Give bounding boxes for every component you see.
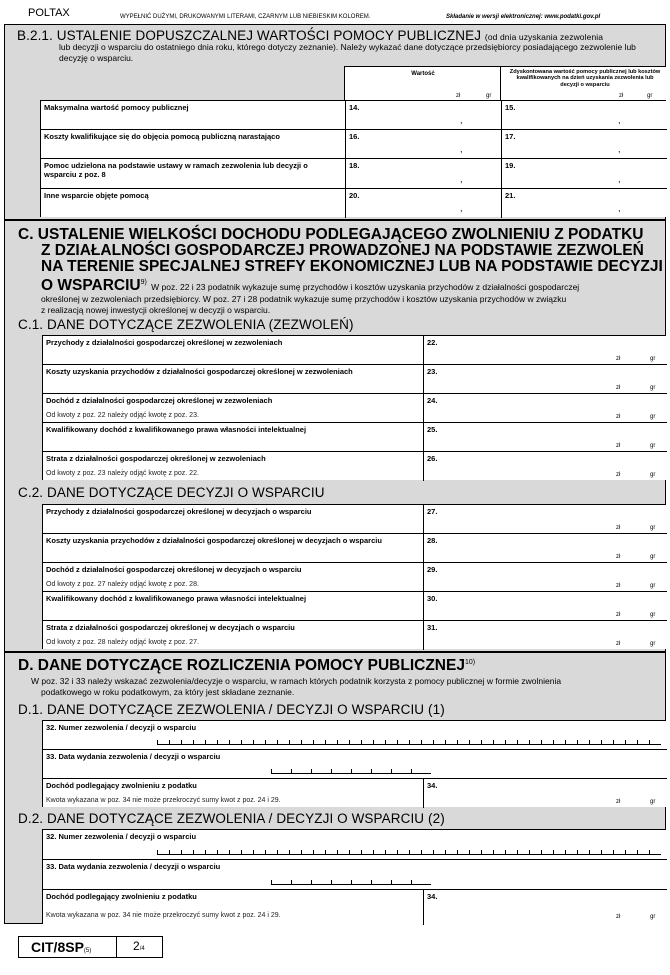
page-number: 2/4 xyxy=(116,937,162,957)
field-23[interactable]: 23. zł gr xyxy=(423,365,667,394)
table-row: Dochód podlegający zwolnieniu z podatku Kwota wykazana w poz. 34 nie może przekroczyć sumy kwot z poz. 24 i 29. 34. zł gr xyxy=(43,890,667,925)
section-d-description: W poz. 32 i 33 należy wskazać zezwolenia/decyzje o wsparciu, w ramach których podatnik korzysta z pomocy publicznej w formie zwolnienia podatkowego w roku podatkowym, za który jest składane zeznanie. xyxy=(31,676,562,697)
number-comb xyxy=(157,740,661,745)
eservice-note: Składanie w wersji elektronicznej: www.podatki.gov.pl xyxy=(446,14,601,20)
fill-instruction: WYPEŁNIĆ DUŻYMI, DRUKOWANYMI LITERAMI, CZARNYM LUB NIEBIESKIM KOLOREM. xyxy=(120,14,371,20)
section-c-title: C. USTALENIE WIELKOŚCI DOCHODU PODLEGAJĄCEGO ZWOLNIENIU Z PODATKU Z DZIAŁALNOŚCI GOSPODARCZEJ PROWADZONEJ NA PODSTAWIE ZEZWOLEŃ NA TERENIE SPECJALNEJ STREFY EKONOMICZNEJ LUB NA PODSTAWIE DECYZJI O WSPARCIU$^{9)}$ W poz. 22 i 23 podatnik wykazuje sumę przychodów i kosztów uzyskania przychodów z działalności gospodarczej xyxy=(18,226,663,295)
field-34[interactable]: 34. zł gr xyxy=(423,779,667,808)
table-row: Strata z działalności gospodarczej określonej w zezwoleniach Od kwoty z poz. 23 należy odjąć kwotę z poz. 22. 26. zł gr xyxy=(43,452,667,481)
table-row: Przychody z działalności gospodarczej określonej w zezwoleniach 22. zł gr xyxy=(43,336,667,365)
section-d1-title: D.1. DANE DOTYCZĄCE ZEZWOLENIA / DECYZJI O WSPARCIU (1) xyxy=(18,702,445,717)
section-d xyxy=(4,652,666,924)
form-code: CIT/8SP(5) xyxy=(31,939,92,955)
field-22[interactable]: 22. zł gr xyxy=(423,336,667,365)
date-comb xyxy=(271,769,431,774)
field-26[interactable]: 26. zł gr xyxy=(423,452,667,481)
b21-row: Inne wsparcie objęte pomocą 20. , 21. , xyxy=(41,189,667,218)
field-15[interactable]: 15. , xyxy=(501,101,667,130)
field-32[interactable]: 32. Numer zezwolenia / decyzji o wsparciu xyxy=(43,721,667,750)
brand-label: POLTAX xyxy=(28,7,70,19)
field-31[interactable]: 31. zł gr xyxy=(423,621,667,650)
b21-row: Maksymalna wartość pomocy publicznej 14. , 15. , xyxy=(41,101,667,130)
c1-table xyxy=(42,335,666,480)
section-c xyxy=(4,220,666,652)
field-25[interactable]: 25. zł gr xyxy=(423,423,667,452)
date-comb xyxy=(271,880,431,885)
d2-table xyxy=(42,829,666,924)
field-17[interactable]: 17. , xyxy=(501,130,667,159)
field-24[interactable]: 24. zł gr xyxy=(423,394,667,423)
table-row: Kwalifikowany dochód z kwalifikowanego prawa własności intelektualnej 25. zł gr xyxy=(43,423,667,452)
table-row: Przychody z działalności gospodarczej określonej w decyzjach o wsparciu 27. zł gr xyxy=(43,505,667,534)
number-comb xyxy=(157,850,661,855)
col-header-value: Wartość zł gr xyxy=(344,66,500,100)
section-c1-title: C.1. DANE DOTYCZĄCE ZEZWOLENIA (ZEZWOLEŃ) xyxy=(18,317,354,332)
field-28[interactable]: 28. zł gr xyxy=(423,534,667,563)
table-row: Dochód podlegający zwolnieniu z podatku Kwota wykazana w poz. 34 nie może przekroczyć sumy kwot z poz. 24 i 29. 34. zł gr xyxy=(43,779,667,808)
d1-table xyxy=(42,720,666,807)
col-header-discounted: Zdyskontowana wartość pomocy publicznej lub kosztów kwalifikowanych na dzień uzyskania zezwolenia lub decyzji o wsparciu zł gr xyxy=(500,66,666,100)
field-32[interactable]: 32. Numer zezwolenia / decyzji o wsparciu xyxy=(43,830,667,860)
field-19[interactable]: 19. , xyxy=(501,159,667,189)
section-d-title: D. DANE DOTYCZĄCE ROZLICZENIA POMOCY PUBLICZNEJ$^{10)}$ xyxy=(18,657,476,674)
b21-table xyxy=(40,100,666,217)
b21-row: Pomoc udzielona na podstawie ustawy w ramach zezwolenia lub decyzji o wsparciu z poz. 8 18. , 19. , xyxy=(41,159,667,189)
field-33[interactable]: 33. Data wydania zezwolenia / decyzji o wsparciu xyxy=(43,860,667,890)
field-21[interactable]: 21. , xyxy=(501,189,667,218)
section-b21 xyxy=(4,24,666,220)
table-row: Kwalifikowany dochód z kwalifikowanego prawa własności intelektualnej 30. zł gr xyxy=(43,592,667,621)
section-c2-title: C.2. DANE DOTYCZĄCE DECYZJI O WSPARCIU xyxy=(18,485,325,500)
field-29[interactable]: 29. zł gr xyxy=(423,563,667,592)
field-16[interactable]: 16. , xyxy=(345,130,501,159)
table-row: Strata z działalności gospodarczej określonej w decyzjach o wsparciu Od kwoty z poz. 28 należy odjąć kwotę z poz. 27. 31. zł gr xyxy=(43,621,667,650)
table-row: Koszty uzyskania przychodów z działalności gospodarczej określonej w decyzjach o wsparciu 28. zł gr xyxy=(43,534,667,563)
section-b21-title: B.2.1. USTALENIE DOPUSZCZALNEJ WARTOŚCI POMOCY PUBLICZNEJ (od dnia uzyskania zezwolenia xyxy=(17,28,604,43)
field-27[interactable]: 27. zł gr xyxy=(423,505,667,534)
field-14[interactable]: 14. , xyxy=(345,101,501,130)
field-34[interactable]: 34. zł gr xyxy=(423,890,667,925)
section-d2-title: D.2. DANE DOTYCZĄCE ZEZWOLENIA / DECYZJI O WSPARCIU (2) xyxy=(18,811,445,826)
table-row: Dochód z działalności gospodarczej określonej w zezwoleniach Od kwoty z poz. 22 należy odjąć kwotę z poz. 23. 24. zł gr xyxy=(43,394,667,423)
page-header xyxy=(0,0,670,24)
field-30[interactable]: 30. zł gr xyxy=(423,592,667,621)
field-20[interactable]: 20. , xyxy=(345,189,501,218)
table-row: Dochód z działalności gospodarczej określonej w decyzjach o wsparciu Od kwoty z poz. 27 należy odjąć kwotę z poz. 28. 29. zł gr xyxy=(43,563,667,592)
field-18[interactable]: 18. , xyxy=(345,159,501,189)
field-33[interactable]: 33. Data wydania zezwolenia / decyzji o wsparciu xyxy=(43,750,667,779)
form-footer xyxy=(18,936,163,958)
table-row: Koszty uzyskania przychodów z działalności gospodarczej określonej w zezwoleniach 23. zł gr xyxy=(43,365,667,394)
section-c-description: określonej w zezwoleniach przedsiębiorcy. W poz. 27 i 28 podatnik wykazuje sumę przychodów i kosztów uzyskania przychodów w związku z realizacją nowej inwestycji określonej w decyzji o wsparciu. xyxy=(41,294,567,315)
c2-table xyxy=(42,504,666,649)
b21-row: Koszty kwalifikujące się do objęcia pomocą publiczną narastająco 16. , 17. , xyxy=(41,130,667,159)
section-b21-description: lub decyzji o wsparciu do ostatniego dnia roku, którego dotyczy zeznanie). Należy wykazać dane dotyczące przedsiębiorcy posiadającego zezwolenie lub decyzję o wsparciu. xyxy=(59,42,636,63)
